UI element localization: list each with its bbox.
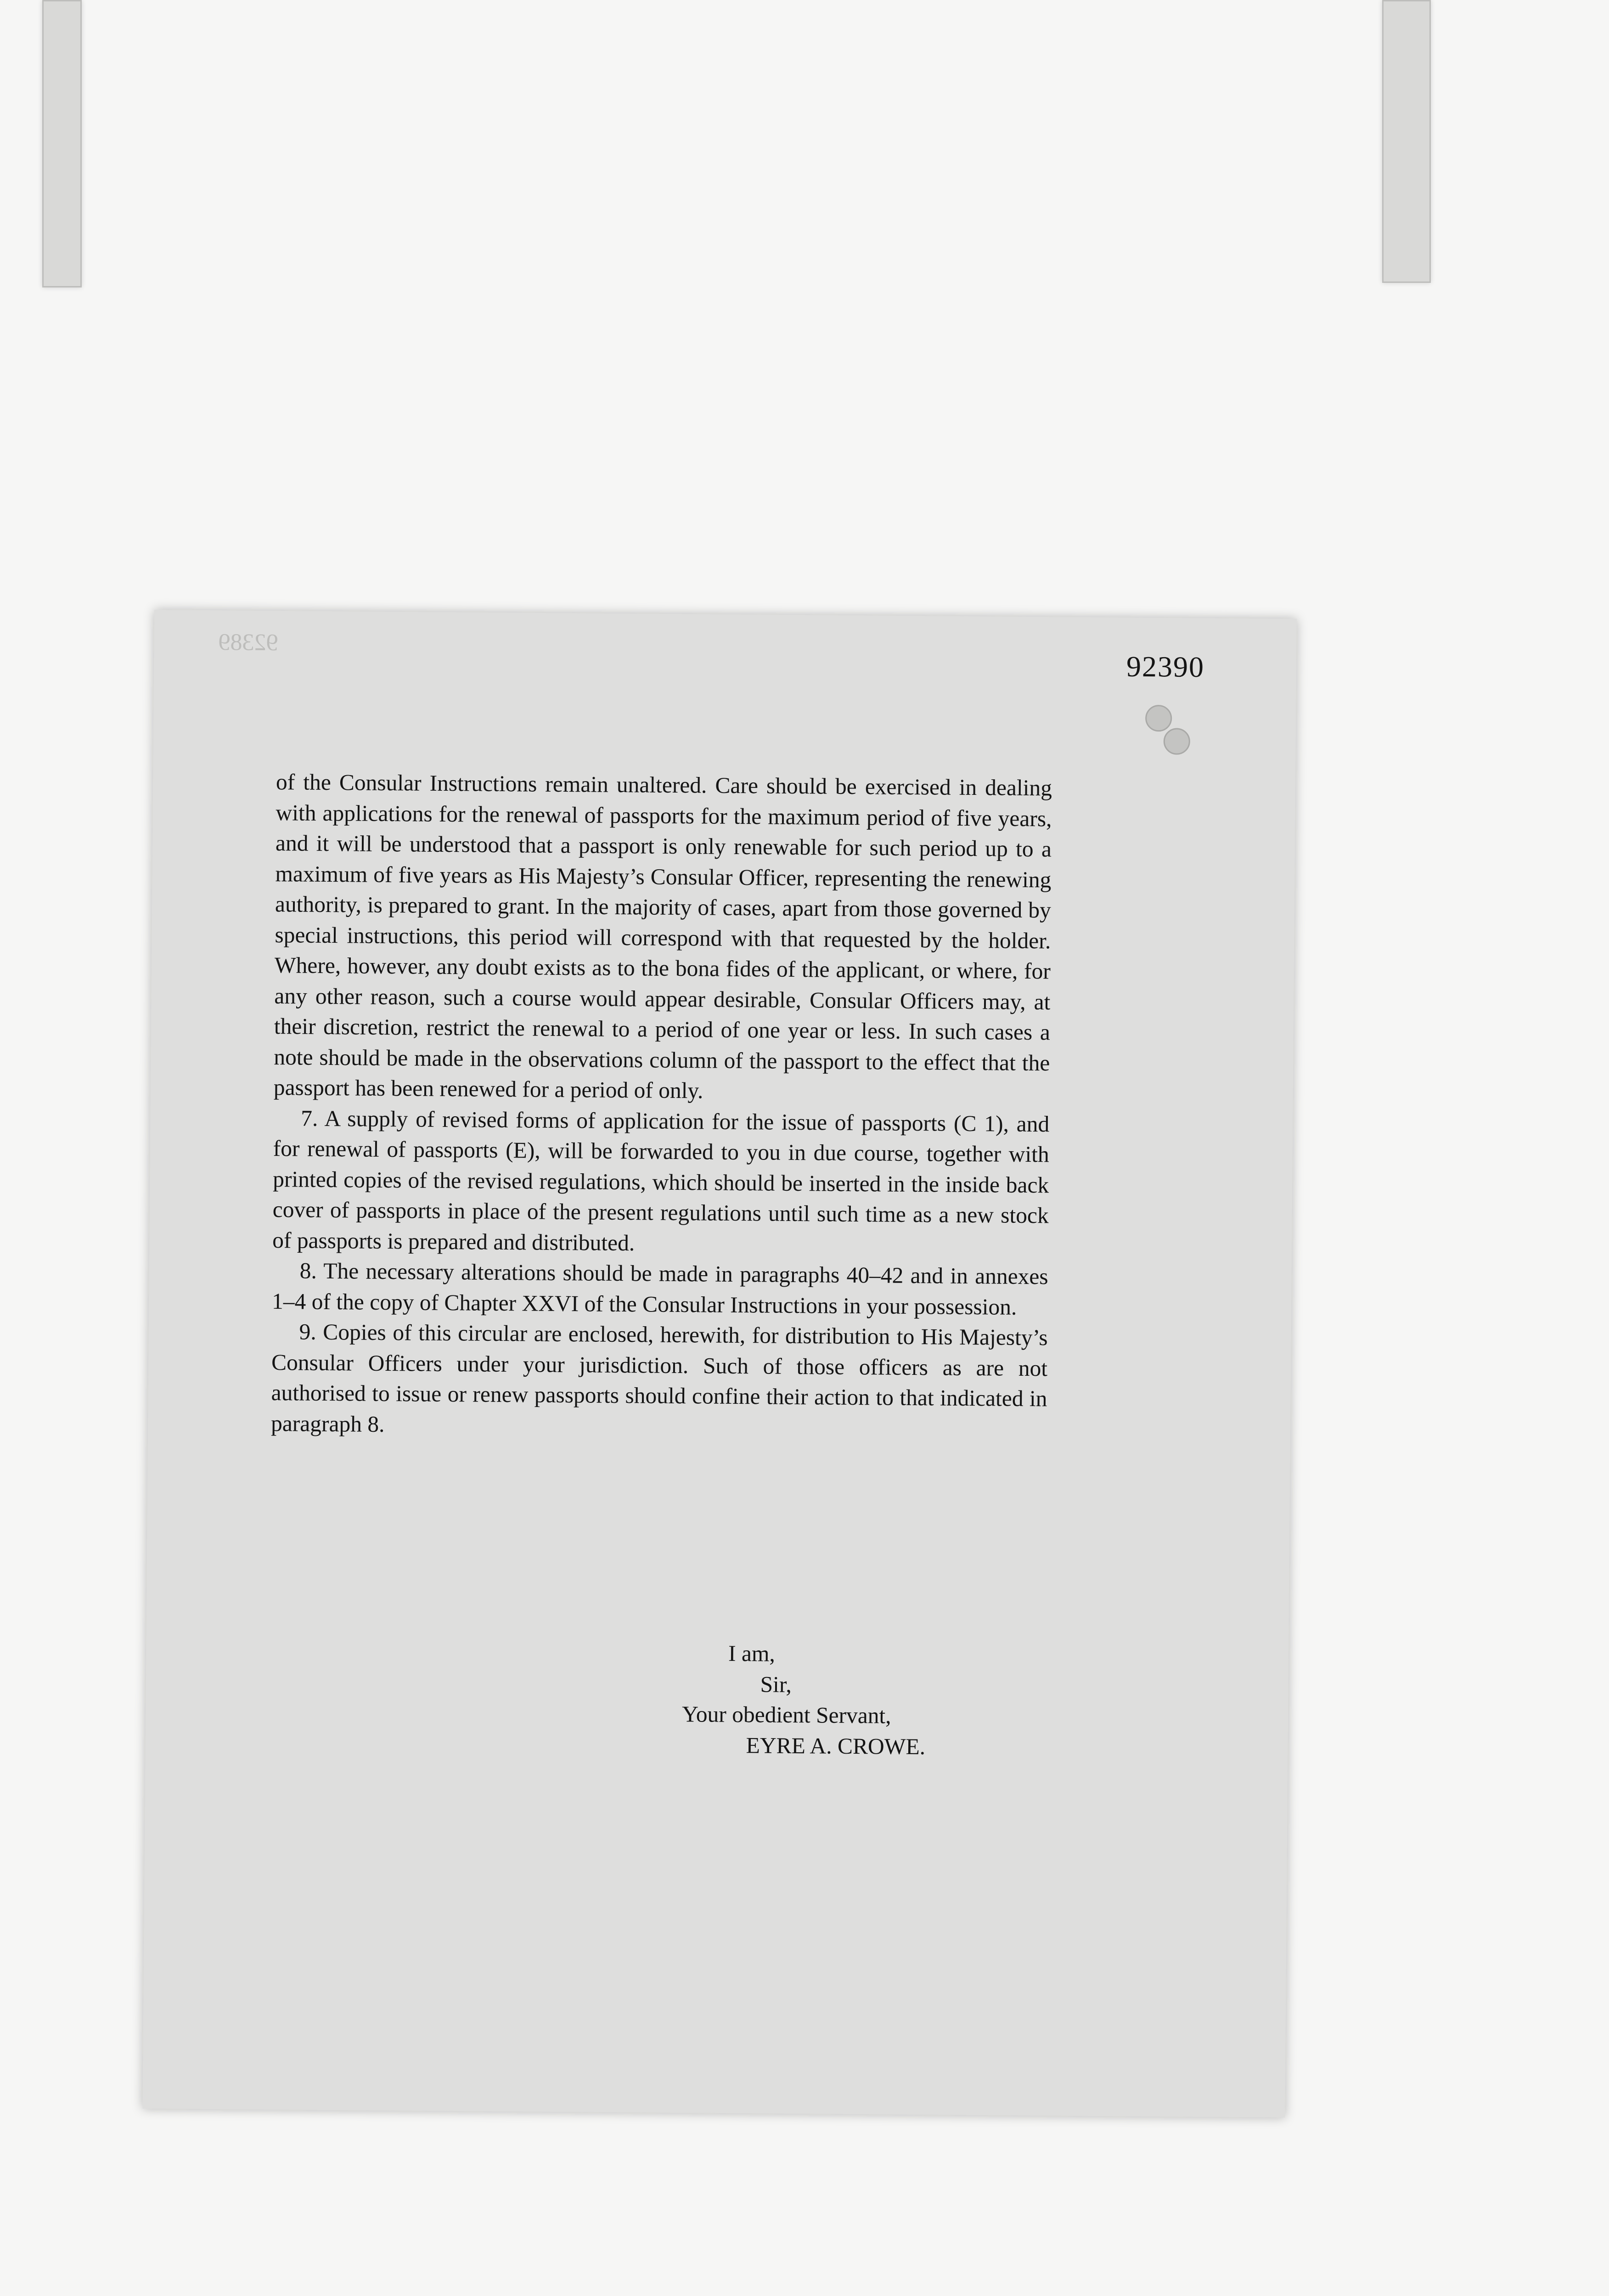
signature: EYRE A. CROWE. [746,1732,926,1759]
closing-servant: Your obedient Servant, [681,1701,891,1728]
document-number: 92390 [1126,650,1205,683]
letter-closing [268,1635,1045,1763]
paragraph-9: 9. Copies of this circular are enclosed, herewith, for distribution to His Majesty’s Consular Officers under your jurisdiction. Such of those officers as are not authorised to issue or renew passports should confine their action to that indicated in paragraph 8. [270,1319,1048,1437]
closing-i-am: I am, [728,1640,776,1666]
hole-punch-mark [1145,705,1172,732]
mounting-tape-top-right [1382,0,1431,283]
paragraph-continuation: of the Consular Instructions remain unaltered. Care should be exercised in dealing with applications for the renewal of passports for the maximum period of five years, and it will be understood that a passport is only renewable for such period up to a maximum of five years as His Majesty’s Consular Officer, representing the renewing authority, is prepared to grant. In the majority of cases, apart from those governed by special instructions, this period will correspond with that requested by the holder. Where, however, any doubt exists as to the bona fides of the applicant, or where, for any other reason, such a course would appear desirable, Consular Officers may, at their discretion, restrict the renewal to a period of one year or less. In such cases a note should be made in the observations column of the passport to the effect that the passport has been renewed for a period of only. [273,769,1052,1103]
document-page [142,610,1297,2117]
hole-punch-mark [1164,728,1190,754]
closing-sir: Sir, [760,1671,792,1697]
paragraph-7: 7. A supply of revised forms of application for the issue of passports (C 1), and for renewal of passports (E), will be forwarded to you in due course, together with printed copies of the revised regulations, which should be inserted in the inside back cover of passports in place of the present regulations until such time as a new stock of passports is prepared and distributed. [272,1105,1050,1255]
bleed-through-header: 92389 [218,629,278,656]
mounting-tape-top-left [42,0,82,287]
letter-body [271,767,1052,1445]
paragraph-8: 8. The necessary alterations should be made in paragraphs 40–42 and in annexes 1–4 of the copy of Chapter XXVI of the Consular Instructions in your possession. [271,1258,1048,1320]
